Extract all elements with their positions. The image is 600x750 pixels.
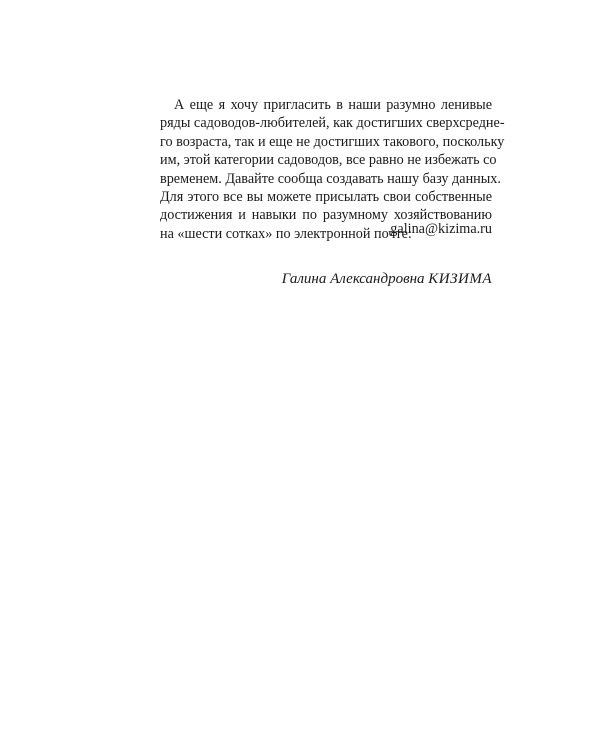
paragraph-line: им, этой категории садоводов, все равно не избежать со xyxy=(160,152,497,169)
paragraph-line: Для этого все вы можете присылать свои собственные xyxy=(160,188,492,205)
paragraph-line: ряды садоводов-любителей, как достигших сверхсредне- xyxy=(160,115,505,132)
paragraph-line: А еще я хочу пригласить в наши разумно ленивые xyxy=(174,97,492,113)
paragraph-line: достижения и навыки по разумному хозяйствованию xyxy=(160,207,492,224)
author-signature xyxy=(282,269,492,289)
contact-email: galina@kizima.ru xyxy=(390,221,492,237)
author-surname: КИЗИМА xyxy=(428,271,492,287)
paragraph-line: го возраста, так и еще не достигших такового, поскольку xyxy=(160,133,505,150)
paragraph-line: временем. Давайте сообща создавать нашу базу данных. xyxy=(160,170,501,187)
author-given-names: Галина Александровна xyxy=(281,271,425,287)
paragraph-line: на «шести сотках» по электронной почте: xyxy=(160,225,412,242)
